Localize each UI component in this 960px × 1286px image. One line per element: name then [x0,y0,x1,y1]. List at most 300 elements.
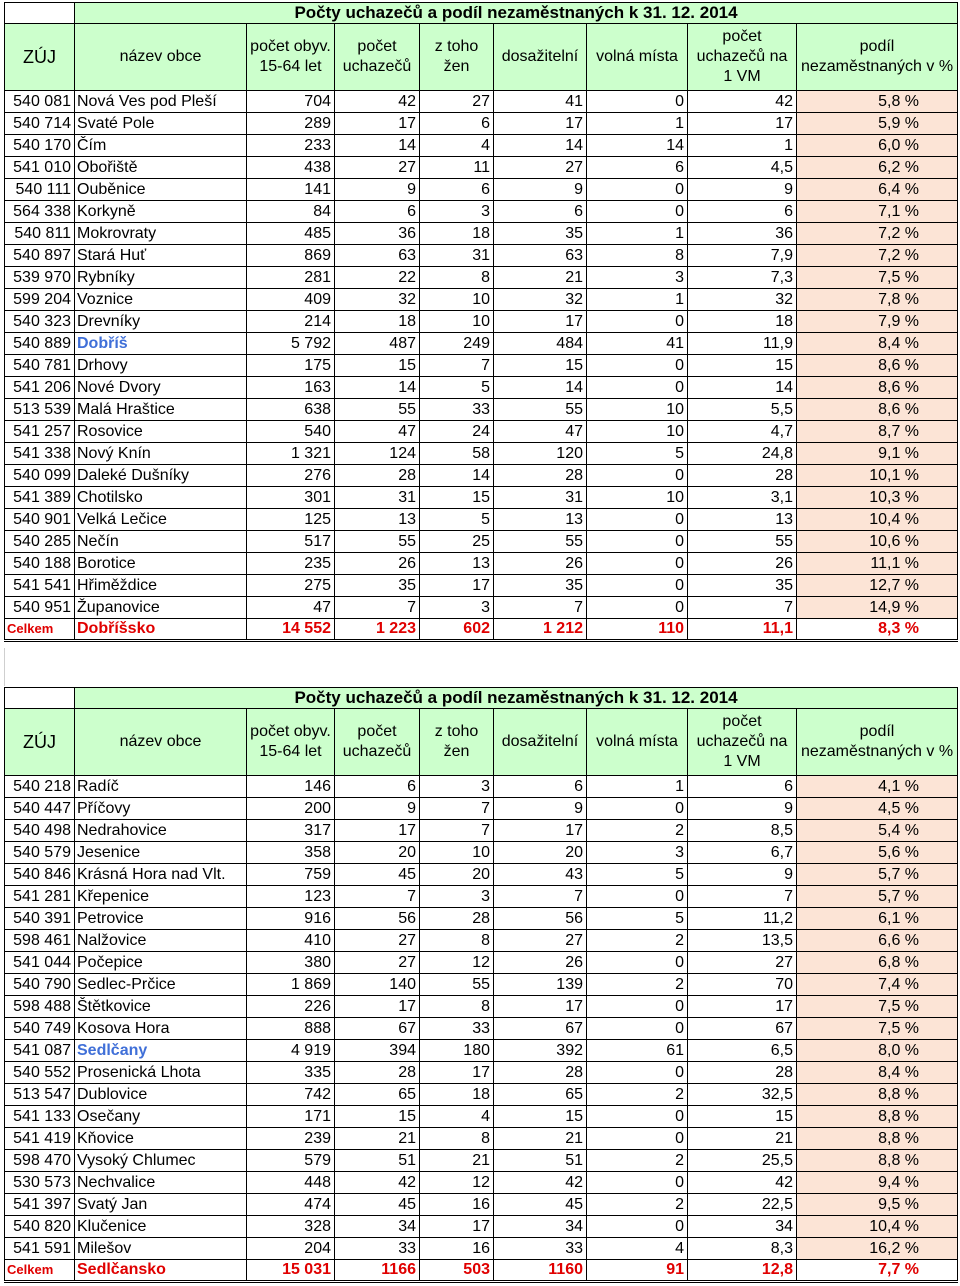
cell-unemployment-rate: 14,9 % [797,597,958,619]
cell-women: 33 [420,1018,494,1040]
table-row [5,1084,958,1106]
cell-available: 14 [494,377,587,399]
cell-name: Nové Dvory [75,377,247,399]
cell-per-vacancy: 9 [688,864,797,886]
cell-per-vacancy: 9 [688,798,797,820]
cell-applicants: 9 [335,179,420,201]
cell-zuj: 540 897 [5,245,75,267]
cell-applicants: 45 [335,1194,420,1216]
cell-women: 4 [420,1106,494,1128]
cell-zuj: 540 285 [5,531,75,553]
cell-name: Nalžovice [75,930,247,952]
cell-applicants: 32 [335,289,420,311]
table-row [5,465,958,487]
cell-zuj: 541 206 [5,377,75,399]
cell-per-vacancy: 15 [688,355,797,377]
table-row [5,333,958,355]
unemployment-table [4,2,958,642]
cell-vacancies: 0 [587,311,688,333]
table-row [5,776,958,798]
cell-unemployment-rate: 5,8 % [797,91,958,113]
cell-name: Rybníky [75,267,247,289]
table-row [5,820,958,842]
cell-available: 43 [494,864,587,886]
cell-per-vacancy: 4,7 [688,421,797,443]
cell-name: Malá Hraštice [75,399,247,421]
cell-women: 28 [420,908,494,930]
cell-vacancies: 0 [587,996,688,1018]
cell-available: 28 [494,1062,587,1084]
cell-zuj: 540 749 [5,1018,75,1040]
cell-applicants: 20 [335,842,420,864]
cell-available: 33 [494,1238,587,1260]
cell-vacancies: 0 [587,1216,688,1238]
cell-per-vacancy: 70 [688,974,797,996]
cell-zuj: 541 257 [5,421,75,443]
cell-unemployment-rate: 10,3 % [797,487,958,509]
cell-zuj: 540 447 [5,798,75,820]
cell-women: 249 [420,333,494,355]
cell-zuj: 598 461 [5,930,75,952]
cell-women: 17 [420,1062,494,1084]
total-row [5,619,958,641]
cell-available: 41 [494,91,587,113]
cell-name: Sedlec-Prčice [75,974,247,996]
cell-population: 4 919 [247,1040,335,1062]
table-row [5,91,958,113]
cell-applicants: 15 [335,1106,420,1128]
table-body [5,776,958,1282]
cell-applicants: 51 [335,1150,420,1172]
cell-unemployment-rate: 8,6 % [797,399,958,421]
cell-name: Křepenice [75,886,247,908]
cell-women: 8 [420,996,494,1018]
cell-applicants: 28 [335,1062,420,1084]
cell-unemployment-rate: 8,8 % [797,1084,958,1106]
cell-per-vacancy: 9 [688,179,797,201]
cell-population: 1 869 [247,974,335,996]
cell-available: 139 [494,974,587,996]
cell-women: 5 [420,509,494,531]
total-cell-unemployment-rate: 7,7 % [797,1260,958,1282]
cell-vacancies: 0 [587,952,688,974]
cell-applicants: 33 [335,1238,420,1260]
table-row [5,974,958,996]
cell-available: 26 [494,553,587,575]
cell-name: Borotice [75,553,247,575]
cell-applicants: 34 [335,1216,420,1238]
cell-per-vacancy: 1 [688,135,797,157]
cell-vacancies: 3 [587,842,688,864]
cell-women: 55 [420,974,494,996]
cell-population: 474 [247,1194,335,1216]
cell-available: 31 [494,487,587,509]
total-cell-applicants: 1166 [335,1260,420,1282]
header-applicants: počet uchazečů [335,24,420,91]
cell-vacancies: 10 [587,421,688,443]
cell-unemployment-rate: 7,5 % [797,996,958,1018]
header-available: dosažitelní [494,709,587,776]
cell-zuj: 541 389 [5,487,75,509]
table-row [5,289,958,311]
cell-name: Stará Huť [75,245,247,267]
cell-vacancies: 0 [587,1018,688,1040]
cell-population: 317 [247,820,335,842]
cell-zuj: 541 419 [5,1128,75,1150]
cell-per-vacancy: 55 [688,531,797,553]
total-cell-vacancies: 110 [587,619,688,641]
cell-name: Korkyně [75,201,247,223]
cell-applicants: 67 [335,1018,420,1040]
cell-name: Hřiměždice [75,575,247,597]
cell-applicants: 21 [335,1128,420,1150]
cell-available: 26 [494,952,587,974]
table-row [5,908,958,930]
cell-available: 55 [494,531,587,553]
total-cell-applicants: 1 223 [335,619,420,641]
header-population: počet obyv. 15-64 let [247,709,335,776]
cell-vacancies: 0 [587,1106,688,1128]
cell-per-vacancy: 14 [688,377,797,399]
cell-vacancies: 4 [587,1238,688,1260]
cell-available: 13 [494,509,587,531]
cell-unemployment-rate: 8,4 % [797,1062,958,1084]
cell-zuj: 540 951 [5,597,75,619]
cell-women: 24 [420,421,494,443]
table-row [5,842,958,864]
cell-unemployment-rate: 10,6 % [797,531,958,553]
cell-women: 16 [420,1194,494,1216]
cell-unemployment-rate: 8,7 % [797,421,958,443]
cell-available: 9 [494,798,587,820]
cell-women: 7 [420,820,494,842]
cell-unemployment-rate: 11,1 % [797,553,958,575]
cell-name: Županovice [75,597,247,619]
header-unemployment-rate: podíl nezaměstnaných v % [797,709,958,776]
cell-name: Nový Knín [75,443,247,465]
cell-applicants: 124 [335,443,420,465]
cell-applicants: 28 [335,465,420,487]
table-row [5,377,958,399]
cell-applicants: 17 [335,820,420,842]
cell-women: 3 [420,776,494,798]
cell-unemployment-rate: 5,7 % [797,886,958,908]
cell-name: Obořiště [75,157,247,179]
cell-vacancies: 0 [587,553,688,575]
cell-population: 409 [247,289,335,311]
cell-population: 888 [247,1018,335,1040]
cell-name: Krásná Hora nad Vlt. [75,864,247,886]
cell-zuj: 513 547 [5,1084,75,1106]
cell-applicants: 6 [335,201,420,223]
total-cell-women: 602 [420,619,494,641]
cell-unemployment-rate: 10,1 % [797,465,958,487]
cell-vacancies: 1 [587,289,688,311]
cell-per-vacancy: 6 [688,776,797,798]
table-row [5,201,958,223]
cell-zuj: 540 714 [5,113,75,135]
cell-zuj: 540 111 [5,179,75,201]
cell-population: 380 [247,952,335,974]
cell-zuj: 540 579 [5,842,75,864]
cell-vacancies: 5 [587,908,688,930]
cell-name: Rosovice [75,421,247,443]
cell-name: Nečín [75,531,247,553]
cell-women: 12 [420,952,494,974]
total-cell-name: Sedlčansko [75,1260,247,1282]
cell-vacancies: 1 [587,223,688,245]
cell-applicants: 56 [335,908,420,930]
cell-population: 704 [247,91,335,113]
cell-per-vacancy: 36 [688,223,797,245]
table-row [5,399,958,421]
cell-zuj: 540 846 [5,864,75,886]
cell-population: 759 [247,864,335,886]
cell-per-vacancy: 32,5 [688,1084,797,1106]
cell-population: 163 [247,377,335,399]
cell-unemployment-rate: 12,7 % [797,575,958,597]
cell-zuj: 540 081 [5,91,75,113]
cell-vacancies: 0 [587,531,688,553]
header-women: z toho žen [420,709,494,776]
cell-unemployment-rate: 7,8 % [797,289,958,311]
table-row [5,113,958,135]
cell-available: 484 [494,333,587,355]
cell-name: Chotilsko [75,487,247,509]
cell-available: 20 [494,842,587,864]
cell-zuj: 541 338 [5,443,75,465]
cell-available: 55 [494,399,587,421]
cell-vacancies: 0 [587,886,688,908]
cell-women: 17 [420,575,494,597]
cell-available: 63 [494,245,587,267]
table-row [5,267,958,289]
table-row [5,509,958,531]
cell-zuj: 599 204 [5,289,75,311]
cell-zuj: 540 552 [5,1062,75,1084]
cell-per-vacancy: 22,5 [688,1194,797,1216]
cell-available: 28 [494,465,587,487]
cell-available: 32 [494,289,587,311]
cell-vacancies: 0 [587,91,688,113]
cell-per-vacancy: 5,5 [688,399,797,421]
cell-per-vacancy: 7,9 [688,245,797,267]
cell-available: 17 [494,113,587,135]
cell-vacancies: 8 [587,245,688,267]
cell-zuj: 540 820 [5,1216,75,1238]
cell-women: 7 [420,798,494,820]
cell-zuj: 513 539 [5,399,75,421]
cell-per-vacancy: 6 [688,201,797,223]
table-row [5,575,958,597]
cell-name: Vysoký Chlumec [75,1150,247,1172]
cell-applicants: 27 [335,157,420,179]
total-cell-per-vacancy: 11,1 [688,619,797,641]
cell-population: 123 [247,886,335,908]
cell-applicants: 14 [335,135,420,157]
cell-available: 67 [494,1018,587,1040]
cell-women: 10 [420,289,494,311]
cell-applicants: 394 [335,1040,420,1062]
cell-applicants: 36 [335,223,420,245]
cell-vacancies: 10 [587,487,688,509]
cell-population: 276 [247,465,335,487]
cell-applicants: 7 [335,597,420,619]
cell-applicants: 14 [335,377,420,399]
cell-population: 301 [247,487,335,509]
cell-per-vacancy: 28 [688,1062,797,1084]
cell-available: 7 [494,886,587,908]
header-name: název obce [75,24,247,91]
cell-zuj: 540 889 [5,333,75,355]
total-cell-name: Dobříšsko [75,619,247,641]
cell-population: 438 [247,157,335,179]
total-cell-unemployment-rate: 8,3 % [797,619,958,641]
table-row [5,179,958,201]
cell-unemployment-rate: 7,1 % [797,201,958,223]
cell-available: 17 [494,820,587,842]
cell-per-vacancy: 15 [688,1106,797,1128]
cell-population: 916 [247,908,335,930]
cell-applicants: 63 [335,245,420,267]
cell-vacancies: 0 [587,201,688,223]
cell-unemployment-rate: 4,5 % [797,798,958,820]
cell-population: 275 [247,575,335,597]
cell-per-vacancy: 8,5 [688,820,797,842]
cell-available: 21 [494,267,587,289]
cell-zuj: 530 573 [5,1172,75,1194]
cell-unemployment-rate: 6,4 % [797,179,958,201]
total-cell-population: 14 552 [247,619,335,641]
cell-unemployment-rate: 4,1 % [797,776,958,798]
table-row [5,798,958,820]
cell-per-vacancy: 8,3 [688,1238,797,1260]
cell-name: Voznice [75,289,247,311]
cell-women: 180 [420,1040,494,1062]
cell-unemployment-rate: 10,4 % [797,509,958,531]
cell-women: 10 [420,842,494,864]
cell-available: 7 [494,597,587,619]
cell-applicants: 7 [335,886,420,908]
table-row [5,311,958,333]
cell-unemployment-rate: 8,8 % [797,1128,958,1150]
cell-applicants: 55 [335,399,420,421]
cell-zuj: 541 591 [5,1238,75,1260]
cell-population: 125 [247,509,335,531]
total-cell-women: 503 [420,1260,494,1282]
cell-name: Čím [75,135,247,157]
cell-applicants: 26 [335,553,420,575]
cell-population: 579 [247,1150,335,1172]
cell-vacancies: 0 [587,1172,688,1194]
cell-zuj: 540 901 [5,509,75,531]
table-row [5,952,958,974]
cell-available: 27 [494,930,587,952]
cell-unemployment-rate: 5,7 % [797,864,958,886]
header-vacancies: volná místa [587,709,688,776]
total-row [5,1260,958,1282]
cell-zuj: 540 391 [5,908,75,930]
cell-unemployment-rate: 16,2 % [797,1238,958,1260]
cell-name: Radíč [75,776,247,798]
cell-unemployment-rate: 6,1 % [797,908,958,930]
cell-zuj: 540 781 [5,355,75,377]
cell-applicants: 17 [335,113,420,135]
cell-per-vacancy: 35 [688,575,797,597]
cell-name: Prosenická Lhota [75,1062,247,1084]
cell-name: Drhovy [75,355,247,377]
cell-vacancies: 1 [587,113,688,135]
cell-per-vacancy: 13,5 [688,930,797,952]
cell-applicants: 27 [335,952,420,974]
cell-population: 410 [247,930,335,952]
cell-population: 485 [247,223,335,245]
cell-population: 328 [247,1216,335,1238]
cell-vacancies: 0 [587,597,688,619]
cell-unemployment-rate: 6,8 % [797,952,958,974]
cell-vacancies: 61 [587,1040,688,1062]
cell-applicants: 487 [335,333,420,355]
cell-vacancies: 0 [587,377,688,399]
cell-per-vacancy: 6,5 [688,1040,797,1062]
cell-unemployment-rate: 8,6 % [797,355,958,377]
cell-population: 517 [247,531,335,553]
cell-unemployment-rate: 7,2 % [797,245,958,267]
cell-population: 1 321 [247,443,335,465]
cell-applicants: 47 [335,421,420,443]
cell-per-vacancy: 17 [688,113,797,135]
cell-population: 448 [247,1172,335,1194]
cell-unemployment-rate: 9,4 % [797,1172,958,1194]
table-row [5,1062,958,1084]
cell-name: Nová Ves pod Pleší [75,91,247,113]
header-zuj: ZÚJ [5,24,75,91]
cell-women: 14 [420,465,494,487]
cell-available: 21 [494,1128,587,1150]
cell-population: 540 [247,421,335,443]
cell-available: 35 [494,575,587,597]
cell-available: 15 [494,355,587,377]
cell-applicants: 45 [335,864,420,886]
cell-unemployment-rate: 7,4 % [797,974,958,996]
cell-zuj: 540 498 [5,820,75,842]
cell-population: 200 [247,798,335,820]
cell-applicants: 35 [335,575,420,597]
cell-name: Petrovice [75,908,247,930]
cell-vacancies: 1 [587,776,688,798]
cell-zuj: 540 170 [5,135,75,157]
cell-per-vacancy: 25,5 [688,1150,797,1172]
total-cell-per-vacancy: 12,8 [688,1260,797,1282]
header-unemployment-rate: podíl nezaměstnaných v % [797,24,958,91]
cell-available: 51 [494,1150,587,1172]
cell-per-vacancy: 24,8 [688,443,797,465]
cell-per-vacancy: 42 [688,1172,797,1194]
cell-per-vacancy: 28 [688,465,797,487]
header-available: dosažitelní [494,24,587,91]
cell-per-vacancy: 4,5 [688,157,797,179]
cell-name: Drevníky [75,311,247,333]
cell-women: 16 [420,1238,494,1260]
table-row [5,135,958,157]
cell-per-vacancy: 11,9 [688,333,797,355]
header-women: z toho žen [420,24,494,91]
cell-name: Nedrahovice [75,820,247,842]
cell-vacancies: 0 [587,465,688,487]
cell-unemployment-rate: 6,6 % [797,930,958,952]
table-row [5,1150,958,1172]
table-row [5,421,958,443]
